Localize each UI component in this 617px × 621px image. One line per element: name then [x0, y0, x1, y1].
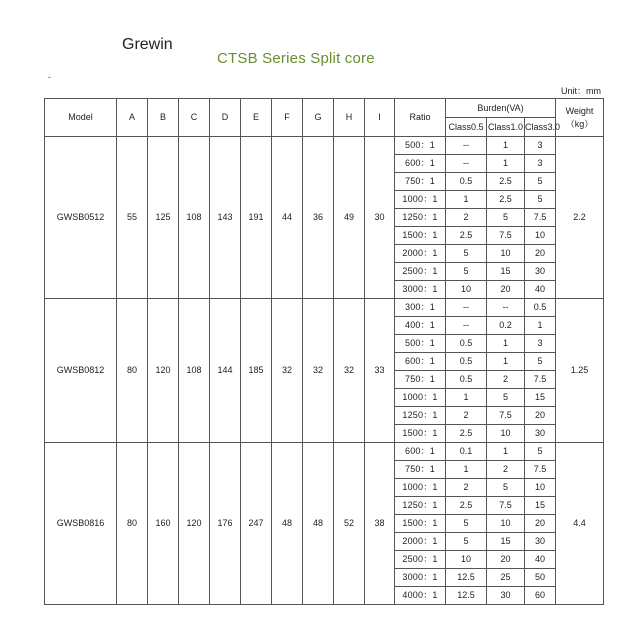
- header-class05: Class0.5: [446, 118, 487, 137]
- dimension-cell: 176: [210, 443, 241, 605]
- burden-cell: 30: [525, 533, 556, 551]
- burden-cell: 10: [446, 551, 487, 569]
- header-model: Model: [45, 99, 117, 137]
- burden-cell: 5: [525, 443, 556, 461]
- burden-cell: --: [487, 299, 525, 317]
- header-burden: Burden(VA): [446, 99, 556, 118]
- burden-cell: 2.5: [446, 497, 487, 515]
- brand-name: Grewin: [122, 36, 173, 53]
- burden-cell: 2.5: [487, 191, 525, 209]
- burden-cell: --: [446, 155, 487, 173]
- ratio-cell: 600：1: [395, 443, 446, 461]
- dimension-cell: 185: [241, 299, 272, 443]
- burden-cell: --: [446, 317, 487, 335]
- burden-cell: 10: [487, 245, 525, 263]
- burden-cell: 0.5: [446, 173, 487, 191]
- ratio-cell: 1250：1: [395, 407, 446, 425]
- burden-cell: 0.2: [487, 317, 525, 335]
- dash-mark: -: [48, 72, 51, 82]
- burden-cell: 0.5: [446, 353, 487, 371]
- burden-cell: 7.5: [487, 227, 525, 245]
- weight-cell: 2.2: [556, 137, 604, 299]
- burden-cell: --: [446, 299, 487, 317]
- burden-cell: 2.5: [446, 227, 487, 245]
- burden-cell: 5: [525, 173, 556, 191]
- burden-cell: 15: [487, 263, 525, 281]
- burden-cell: 20: [525, 515, 556, 533]
- unit-label: Unit：mm: [561, 86, 601, 96]
- ratio-cell: 1000：1: [395, 479, 446, 497]
- header-f: F: [272, 99, 303, 137]
- header-c: C: [179, 99, 210, 137]
- burden-cell: 7.5: [525, 461, 556, 479]
- ratio-cell: 1500：1: [395, 425, 446, 443]
- dimension-cell: 108: [179, 137, 210, 299]
- ratio-cell: 750：1: [395, 173, 446, 191]
- header-weight-label: Weight: [565, 105, 594, 116]
- ratio-cell: 2000：1: [395, 533, 446, 551]
- burden-cell: 7.5: [487, 407, 525, 425]
- table-row: [45, 443, 604, 461]
- weight-cell: 1.25: [556, 299, 604, 443]
- header-h: H: [334, 99, 365, 137]
- dimension-cell: 191: [241, 137, 272, 299]
- burden-cell: 30: [525, 425, 556, 443]
- header-d: D: [210, 99, 241, 137]
- dimension-cell: 247: [241, 443, 272, 605]
- burden-cell: 5: [487, 479, 525, 497]
- burden-cell: 7.5: [525, 209, 556, 227]
- dimension-cell: 55: [117, 137, 148, 299]
- dimension-cell: 32: [334, 299, 365, 443]
- ratio-cell: 2500：1: [395, 551, 446, 569]
- ratio-cell: 2000：1: [395, 245, 446, 263]
- table-row: [45, 137, 604, 155]
- dimension-cell: 48: [272, 443, 303, 605]
- burden-cell: 5: [525, 353, 556, 371]
- burden-cell: 50: [525, 569, 556, 587]
- burden-cell: 2: [446, 479, 487, 497]
- ratio-cell: 2500：1: [395, 263, 446, 281]
- burden-cell: 5: [446, 263, 487, 281]
- burden-cell: 60: [525, 587, 556, 605]
- ratio-cell: 600：1: [395, 155, 446, 173]
- ratio-cell: 3000：1: [395, 281, 446, 299]
- burden-cell: 2: [446, 209, 487, 227]
- burden-cell: 30: [487, 587, 525, 605]
- ratio-cell: 500：1: [395, 335, 446, 353]
- ratio-cell: 600：1: [395, 353, 446, 371]
- ratio-cell: 300：1: [395, 299, 446, 317]
- burden-cell: 40: [525, 551, 556, 569]
- header-class30: Class3.0: [525, 118, 556, 137]
- burden-cell: 12.5: [446, 569, 487, 587]
- burden-cell: 5: [446, 533, 487, 551]
- burden-cell: 3: [525, 335, 556, 353]
- burden-cell: 1: [487, 443, 525, 461]
- header-e: E: [241, 99, 272, 137]
- burden-cell: 10: [525, 479, 556, 497]
- burden-cell: 7.5: [487, 497, 525, 515]
- header-weight-unit: （kg）: [565, 118, 594, 129]
- ratio-cell: 1250：1: [395, 497, 446, 515]
- ratio-cell: 1000：1: [395, 389, 446, 407]
- burden-cell: 15: [525, 497, 556, 515]
- dimension-cell: 120: [179, 443, 210, 605]
- ratio-cell: 400：1: [395, 317, 446, 335]
- burden-cell: 12.5: [446, 587, 487, 605]
- ratio-cell: 500：1: [395, 137, 446, 155]
- burden-cell: 10: [446, 281, 487, 299]
- header-i: I: [365, 99, 395, 137]
- burden-cell: 7.5: [525, 371, 556, 389]
- burden-cell: 20: [525, 245, 556, 263]
- ratio-cell: 750：1: [395, 461, 446, 479]
- dimension-cell: 143: [210, 137, 241, 299]
- dimension-cell: 120: [148, 299, 179, 443]
- burden-cell: 0.5: [525, 299, 556, 317]
- burden-cell: 25: [487, 569, 525, 587]
- burden-cell: 2.5: [446, 425, 487, 443]
- ratio-cell: 750：1: [395, 371, 446, 389]
- dimension-cell: 48: [303, 443, 334, 605]
- weight-cell: 4.4: [556, 443, 604, 605]
- burden-cell: 20: [487, 281, 525, 299]
- burden-cell: 2: [487, 371, 525, 389]
- header-a: A: [117, 99, 148, 137]
- burden-cell: 1: [487, 155, 525, 173]
- model-cell: GWSB0512: [45, 137, 117, 299]
- burden-cell: 10: [487, 515, 525, 533]
- burden-cell: 20: [525, 407, 556, 425]
- dimension-cell: 80: [117, 443, 148, 605]
- dimension-cell: 125: [148, 137, 179, 299]
- dimension-cell: 30: [365, 137, 395, 299]
- burden-cell: 30: [525, 263, 556, 281]
- burden-cell: 1: [446, 389, 487, 407]
- burden-cell: 20: [487, 551, 525, 569]
- dimension-cell: 33: [365, 299, 395, 443]
- burden-cell: --: [446, 137, 487, 155]
- header-b: B: [148, 99, 179, 137]
- burden-cell: 1: [487, 353, 525, 371]
- burden-cell: 2.5: [487, 173, 525, 191]
- ratio-cell: 1500：1: [395, 515, 446, 533]
- burden-cell: 0.1: [446, 443, 487, 461]
- dimension-cell: 36: [303, 137, 334, 299]
- burden-cell: 40: [525, 281, 556, 299]
- dimension-cell: 44: [272, 137, 303, 299]
- burden-cell: 5: [446, 245, 487, 263]
- dimension-cell: 32: [303, 299, 334, 443]
- spec-table: [44, 98, 604, 605]
- burden-cell: 5: [525, 191, 556, 209]
- dimension-cell: 144: [210, 299, 241, 443]
- dimension-cell: 108: [179, 299, 210, 443]
- burden-cell: 0.5: [446, 335, 487, 353]
- burden-cell: 5: [487, 209, 525, 227]
- burden-cell: 1: [446, 191, 487, 209]
- dimension-cell: 80: [117, 299, 148, 443]
- ratio-cell: 1000：1: [395, 191, 446, 209]
- burden-cell: 3: [525, 137, 556, 155]
- burden-cell: 5: [487, 389, 525, 407]
- burden-cell: 10: [525, 227, 556, 245]
- table-row: [45, 299, 604, 317]
- model-cell: GWSB0812: [45, 299, 117, 443]
- burden-cell: 1: [446, 461, 487, 479]
- burden-cell: 3: [525, 155, 556, 173]
- dimension-cell: 32: [272, 299, 303, 443]
- spec-table-body: [45, 137, 604, 605]
- ratio-cell: 1500：1: [395, 227, 446, 245]
- ratio-cell: 1250：1: [395, 209, 446, 227]
- header-g: G: [303, 99, 334, 137]
- header-ratio: Ratio: [395, 99, 446, 137]
- dimension-cell: 160: [148, 443, 179, 605]
- burden-cell: 1: [487, 137, 525, 155]
- burden-cell: 5: [446, 515, 487, 533]
- dimension-cell: 38: [365, 443, 395, 605]
- burden-cell: 15: [525, 389, 556, 407]
- burden-cell: 0.5: [446, 371, 487, 389]
- burden-cell: 2: [487, 461, 525, 479]
- ratio-cell: 4000：1: [395, 587, 446, 605]
- burden-cell: 1: [487, 335, 525, 353]
- header-class10: Class1.0: [487, 118, 525, 137]
- burden-cell: 2: [446, 407, 487, 425]
- burden-cell: 1: [525, 317, 556, 335]
- ratio-cell: 3000：1: [395, 569, 446, 587]
- burden-cell: 10: [487, 425, 525, 443]
- burden-cell: 15: [487, 533, 525, 551]
- header-weight: [556, 99, 604, 137]
- dimension-cell: 49: [334, 137, 365, 299]
- page-title: CTSB Series Split core: [217, 50, 375, 67]
- model-cell: GWSB0816: [45, 443, 117, 605]
- dimension-cell: 52: [334, 443, 365, 605]
